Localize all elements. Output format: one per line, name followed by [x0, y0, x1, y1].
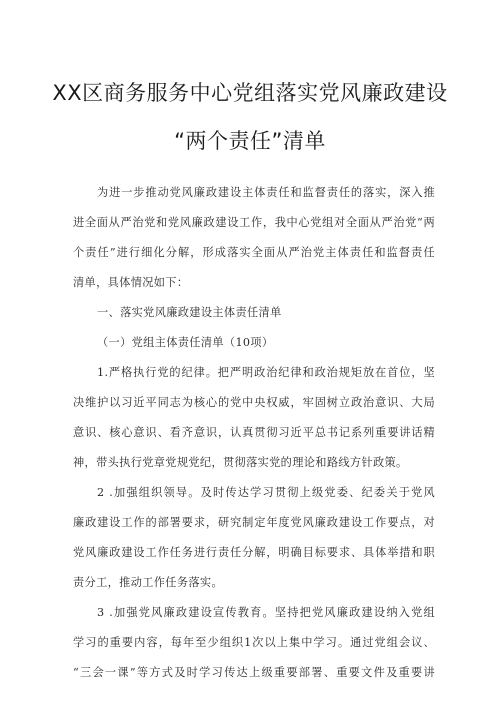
document-title-line-1: XX区商务服务中心党组落实党风廉政建设 [52, 81, 448, 105]
item2-line: 2 .加强组织领导。及时传达学习贯彻上级党委、纪委关于党风 [97, 486, 435, 499]
item2-line: 责分工，推动工作任务落实。 [73, 576, 223, 589]
intro-line: 清单，具体情况如下： [73, 276, 189, 289]
item1-line: 决维护以习近平同志为核心的党中央权威，牢固树立政治意识、大局 [73, 396, 435, 409]
document-title-line-2: “两个责任”清单 [174, 129, 326, 153]
section-heading: 一、落实党风廉政建设主体责任清单 [97, 306, 282, 319]
intro-line: 个责任”进行细化分解，形成落实全面从严治党主体责任和监督责任 [73, 246, 435, 259]
intro-line: 进全面从严治党和党风廉政建设工作，我中心党组对全面从严治党“两 [73, 216, 435, 229]
item2-line: 廉政建设工作的部署要求，研究制定年度党风廉政建设工作要点，对 [73, 516, 435, 529]
subsection-heading: （一）党组主体责任清单（10项） [97, 336, 274, 349]
item1-line: 意识、核心意识、看齐意识，认真贯彻习近平总书记系列重要讲话精 [73, 426, 435, 439]
item3-line: “三会一课”等方式及时学习传达上级重要部署、重要文件及重要讲 [73, 666, 435, 679]
item3-line: 3 .加强党风廉政建设宣传教育。坚持把党风廉政建设纳入党组 [97, 606, 435, 619]
intro-line: 为进一步推动党风廉政建设主体责任和监督责任的落实，深入推 [97, 186, 435, 199]
item3-line: 学习的重要内容，每年至少组织1次以上集中学习。通过党组会议、 [73, 636, 435, 649]
item2-line: 党风廉政建设工作任务进行责任分解，明确目标要求、具体举措和职 [73, 546, 435, 559]
intro-paragraph [73, 178, 435, 688]
item1-line: 神，带头执行党章党规党纪，贯彻落实党的理论和路线方针政策。 [73, 456, 408, 469]
item1-line: 1.严格执行党的纪律。把严明政治纪律和政治规矩放在首位，坚 [97, 366, 435, 379]
